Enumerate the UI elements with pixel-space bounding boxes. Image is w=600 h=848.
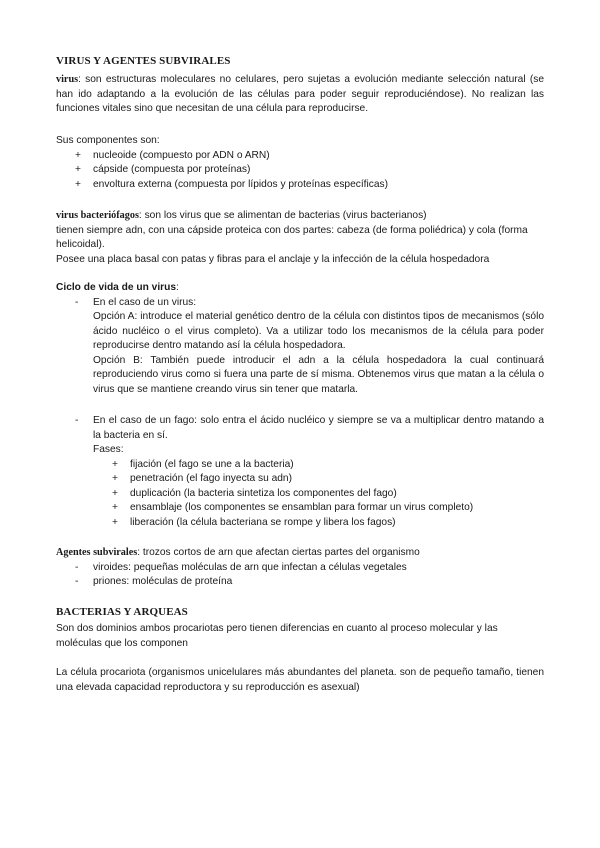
section-title-bacteria: BACTERIAS Y ARQUEAS [56,606,188,618]
components-list [56,149,544,193]
phage-case-section [56,414,544,530]
dash-marker: - [75,415,79,426]
bacteriophage-term: virus bacteriófagos [56,210,139,221]
virus-definition [56,73,544,117]
life-cycle-title [56,281,544,296]
phases-label: Fases: [93,444,124,455]
list-item: - priones: moléculas de proteína [56,575,544,590]
case-phage-text: En el caso de un fago: solo entra el ácido nucléico y siempre se va a multiplicar dentro matando a la bacteria en sí. [93,415,544,441]
list-item: + ensamblaje (los componentes se ensamblan para formar un virus completo) [56,501,544,516]
subviral-term: Agentes subvirales [56,547,138,558]
option-b: Opción B: También puede introducir el adn a la célula hospedadora la cual continuará reproduciendo virus como si fuera una parte de sí misma. Obtenemos virus que matan a la célula o virus que se mantiene creando virus sin tener que matarla. [93,354,544,395]
phases-list [56,458,544,531]
section-title-virus: VIRUS Y AGENTES SUBVIRALES [56,55,231,67]
case-phage [56,414,544,443]
subviral-definition [56,546,544,561]
list-item: + penetración (el fago inyecta su adn) [56,472,544,487]
dash-marker: - [75,296,79,308]
life-cycle-title-suffix: : [176,282,179,293]
case-virus [56,296,544,311]
case-virus-text: En el caso de un virus: [93,296,197,308]
subviral-definition-text: : trozos cortos de arn que afectan ciertas partes del organismo [137,547,420,558]
life-cycle-title-text: Ciclo de vida de un virus [56,282,177,293]
list-item: + cápside (compuesta por proteínas) [56,163,544,178]
prokaryote-paragraph: La célula procariota (organismos unicelulares más abundantes del planeta. son de pequeño tamaño, tienen una elevada capacidad reproductora y su reproducción es asexual) [56,667,544,693]
bacteriophage-definition [56,209,544,224]
subviral-list [56,561,544,590]
components-section [56,134,544,192]
bacteriophage-structure: tienen siempre adn, con una cápside proteica con dos partes: cabeza (de forma poliédrica) y cola (forma helicoidal). [56,224,528,250]
bacteriophage-definition-text: : son los virus que se alimentan de bacterias (virus bacterianos) [138,210,427,221]
life-cycle-section [56,281,544,397]
list-item: + nucleoide (compuesto por ADN o ARN) [56,149,544,164]
components-intro: Sus componentes son: [56,135,160,146]
option-a: Opción A: introduce el material genético dentro de la célula con distintos tipos de mecanismos (sólo ácido nucléico o el virus completo). Va a utilizar todo los mecanismos de la célula para poder reproducirse dentro matando así la célula hospedadora. [93,311,544,351]
list-item: - viroides: pequeñas moléculas de arn que infectan a células vegetales [56,561,544,576]
bacteriophage-section [56,209,544,267]
list-item: + fijación (el fago se une a la bacteria) [56,458,544,473]
list-item: + duplicación (la bacteria sintetiza los componentes del fago) [56,487,544,502]
bacteriophage-baseplate: Posee una placa basal con patas y fibras para el anclaje y la infección de la célula hospedadora [56,253,490,265]
virus-definition-text: : son estructuras moleculares no celulares, pero sujetas a evolución mediante selección natural (se han ido adaptando a la evolución de las células para poder seguir reproduciéndose). No realizan las funciones vitales sino que necesitan de una célula para reproducirse. [56,74,544,114]
virus-term: virus [56,74,79,85]
list-item: + liberación (la célula bacteriana se rompe y libera los fagos) [56,516,544,531]
list-item: + envoltura externa (compuesta por lípidos y proteínas específicas) [56,178,544,193]
subviral-section [56,546,544,590]
bacteria-paragraph: Son dos dominios ambos procariotas pero tienen diferencias en cuanto al proceso molecular y las moléculas que los componen [56,623,498,649]
